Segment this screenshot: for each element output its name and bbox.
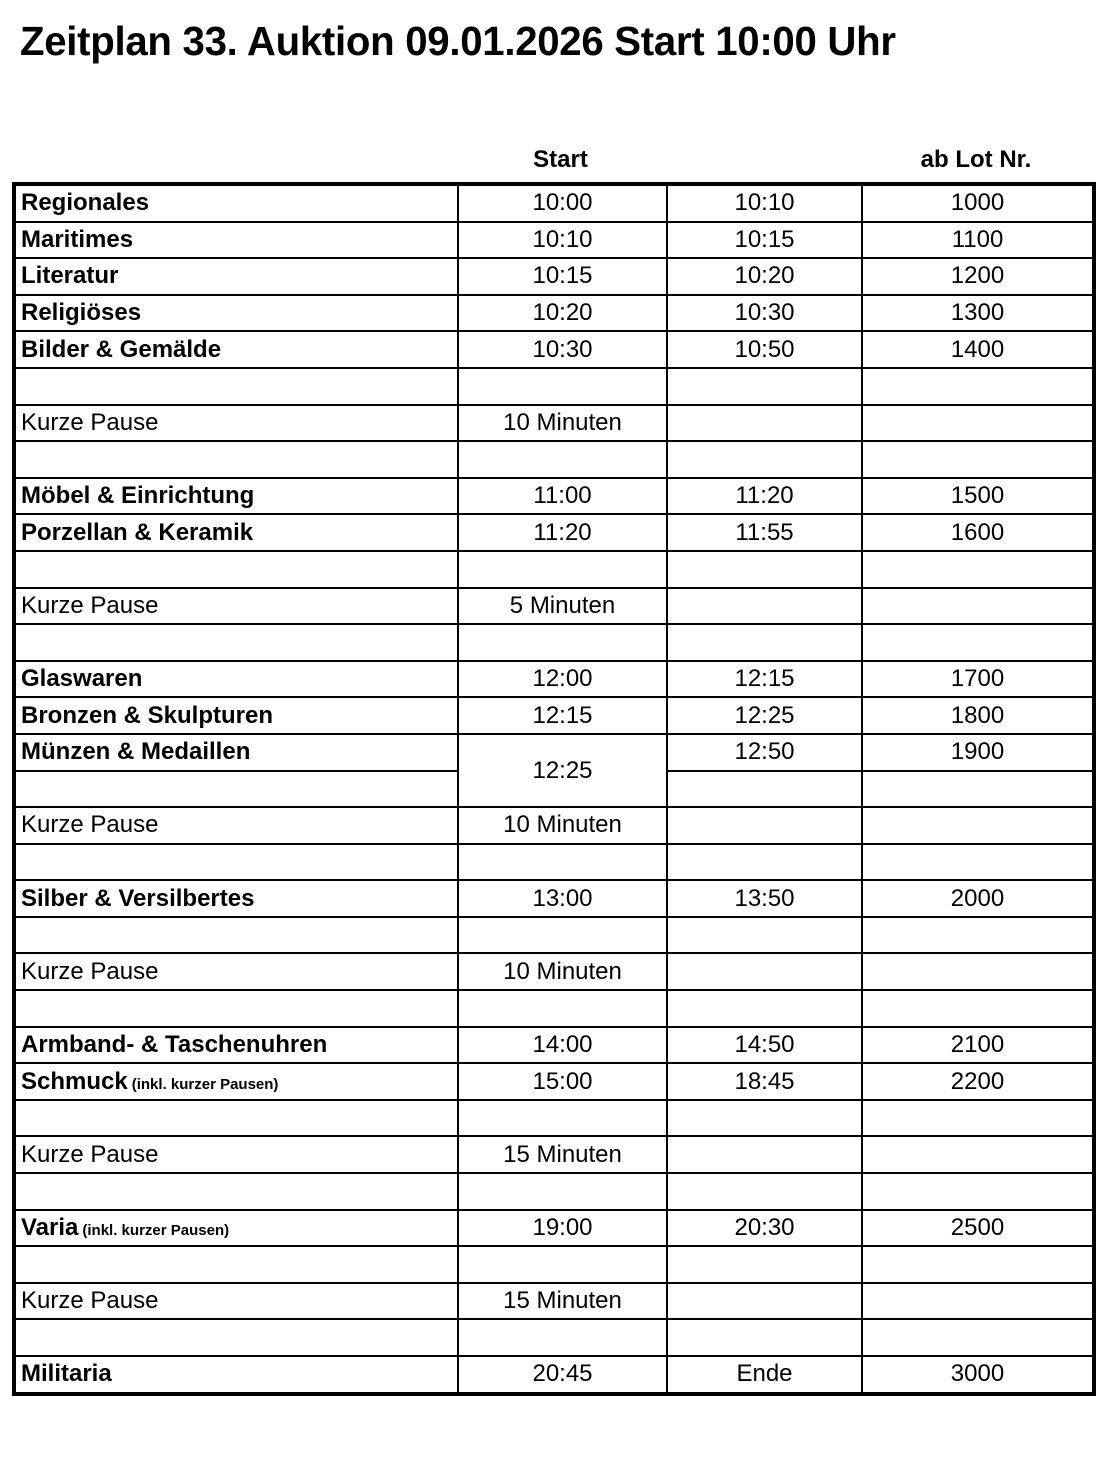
- empty-cell: [667, 917, 862, 954]
- category-name-cell: [14, 1027, 458, 1064]
- category-name-cell: [14, 734, 458, 771]
- end-time-cell: Ende: [667, 1356, 862, 1394]
- schedule-row: [14, 1210, 1094, 1247]
- empty-cell: [667, 588, 862, 625]
- empty-cell: [667, 1319, 862, 1356]
- empty-cell: [862, 441, 1094, 478]
- category-name-cell: [14, 295, 458, 332]
- lot-number-cell: 1100: [862, 222, 1094, 259]
- category-name: Religiöses: [21, 299, 142, 327]
- start-time-cell: 10:30: [458, 331, 667, 368]
- lot-number-cell: 1900: [862, 734, 1094, 771]
- empty-cell: [458, 551, 667, 588]
- category-name-cell: [14, 697, 458, 734]
- empty-cell: [458, 844, 667, 881]
- empty-cell: [862, 588, 1094, 625]
- empty-row: [14, 1246, 1094, 1283]
- lot-number-cell: 2200: [862, 1063, 1094, 1100]
- empty-cell: [667, 441, 862, 478]
- empty-cell: [14, 990, 458, 1027]
- start-time-cell: 14:00: [458, 1027, 667, 1064]
- empty-cell: [862, 1246, 1094, 1283]
- schedule-row: [14, 514, 1094, 551]
- empty-cell: [862, 405, 1094, 442]
- empty-row: [14, 441, 1094, 478]
- schedule-row: [14, 295, 1094, 332]
- category-name: Schmuck: [21, 1067, 128, 1095]
- empty-cell: [458, 1100, 667, 1137]
- category-name: Maritimes: [21, 225, 134, 253]
- category-name-cell: [14, 1210, 458, 1247]
- category-name: Regionales: [21, 189, 150, 217]
- category-name-cell: [14, 1063, 458, 1100]
- start-time-cell: 19:00: [458, 1210, 667, 1247]
- empty-cell: [458, 441, 667, 478]
- start-time-cell: 13:00: [458, 880, 667, 917]
- category-name: Varia: [21, 1213, 79, 1241]
- category-name-cell: [14, 258, 458, 295]
- end-time-cell: 20:30: [667, 1210, 862, 1247]
- empty-cell: [862, 953, 1094, 990]
- category-name-cell: [14, 331, 458, 368]
- start-time-cell: 10:00: [458, 184, 667, 222]
- lot-number-cell: 2000: [862, 880, 1094, 917]
- start-time-cell: 10:15: [458, 258, 667, 295]
- empty-cell: [862, 917, 1094, 954]
- empty-cell: [667, 551, 862, 588]
- category-name: Porzellan & Keramik: [21, 518, 254, 546]
- schedule-row: [14, 734, 1094, 771]
- empty-cell: [14, 771, 458, 808]
- lot-number-cell: 2100: [862, 1027, 1094, 1064]
- empty-row: [14, 990, 1094, 1027]
- end-time-cell: 10:15: [667, 222, 862, 259]
- empty-cell: [458, 368, 667, 405]
- empty-cell: [14, 368, 458, 405]
- empty-row: [14, 551, 1094, 588]
- category-note: (inkl. kurzer Pausen): [131, 1075, 279, 1093]
- pause-label: Kurze Pause: [14, 405, 458, 442]
- schedule-body: [14, 184, 1094, 1394]
- empty-cell: [667, 844, 862, 881]
- end-time-cell: 13:50: [667, 880, 862, 917]
- empty-row: [14, 1173, 1094, 1210]
- pause-duration: 10 Minuten: [458, 807, 667, 844]
- start-time-cell: 12:25: [458, 734, 667, 807]
- start-time-cell: 12:15: [458, 697, 667, 734]
- empty-cell: [862, 1173, 1094, 1210]
- empty-cell: [667, 1136, 862, 1173]
- start-time-cell: 11:00: [458, 478, 667, 515]
- pause-row: [14, 405, 1094, 442]
- empty-cell: [667, 990, 862, 1027]
- schedule-row: [14, 697, 1094, 734]
- lot-number-cell: 1600: [862, 514, 1094, 551]
- category-name-cell: [14, 478, 458, 515]
- empty-cell: [14, 1319, 458, 1356]
- end-time-cell: 12:50: [667, 734, 862, 771]
- empty-cell: [458, 1246, 667, 1283]
- empty-cell: [862, 368, 1094, 405]
- category-name-cell: [14, 514, 458, 551]
- category-name: Militaria: [21, 1360, 112, 1388]
- lot-number-cell: 1000: [862, 184, 1094, 222]
- empty-cell: [667, 1173, 862, 1210]
- empty-cell: [862, 1100, 1094, 1137]
- end-time-cell: 12:25: [667, 697, 862, 734]
- category-name-cell: [14, 184, 458, 222]
- schedule-row: [14, 184, 1094, 222]
- schedule-row: [14, 258, 1094, 295]
- empty-cell: [667, 1100, 862, 1137]
- empty-cell: [14, 917, 458, 954]
- empty-cell: [862, 1136, 1094, 1173]
- pause-row: [14, 588, 1094, 625]
- pause-duration: 10 Minuten: [458, 953, 667, 990]
- empty-cell: [14, 551, 458, 588]
- empty-row: [14, 1100, 1094, 1137]
- pause-label: Kurze Pause: [14, 1136, 458, 1173]
- empty-cell: [667, 1283, 862, 1320]
- category-name: Möbel & Einrichtung: [21, 482, 255, 510]
- start-time-cell: 15:00: [458, 1063, 667, 1100]
- end-time-cell: 14:50: [667, 1027, 862, 1064]
- end-time-cell: 10:30: [667, 295, 862, 332]
- pause-label: Kurze Pause: [14, 807, 458, 844]
- pause-duration: 15 Minuten: [458, 1136, 667, 1173]
- schedule-row: [14, 1027, 1094, 1064]
- empty-row: [14, 624, 1094, 661]
- empty-cell: [14, 1173, 458, 1210]
- empty-cell: [667, 807, 862, 844]
- empty-cell: [667, 368, 862, 405]
- empty-cell: [667, 771, 862, 808]
- empty-row: [14, 1319, 1094, 1356]
- empty-cell: [14, 1246, 458, 1283]
- empty-cell: [667, 405, 862, 442]
- pause-label: Kurze Pause: [14, 953, 458, 990]
- pause-label: Kurze Pause: [14, 588, 458, 625]
- pause-row: [14, 807, 1094, 844]
- column-header-start: Start: [533, 146, 588, 173]
- category-name: Glaswaren: [21, 665, 143, 693]
- schedule-table: [12, 182, 1096, 1396]
- end-time-cell: 18:45: [667, 1063, 862, 1100]
- empty-cell: [458, 624, 667, 661]
- page-title: Zeitplan 33. Auktion 09.01.2026 Start 10:00 Uhr: [20, 18, 896, 64]
- start-time-cell: 10:10: [458, 222, 667, 259]
- category-note: (inkl. kurzer Pausen): [82, 1221, 230, 1239]
- category-name: Literatur: [21, 262, 119, 290]
- schedule-row: [14, 880, 1094, 917]
- lot-number-cell: 3000: [862, 1356, 1094, 1394]
- category-name-cell: [14, 661, 458, 698]
- category-name: Bronzen & Skulpturen: [21, 701, 274, 729]
- end-time-cell: 11:55: [667, 514, 862, 551]
- empty-row: [14, 917, 1094, 954]
- schedule-row: [14, 478, 1094, 515]
- category-name: Silber & Versilbertes: [21, 884, 255, 912]
- schedule-row: [14, 331, 1094, 368]
- category-name: Münzen & Medaillen: [21, 738, 251, 766]
- lot-number-cell: 1200: [862, 258, 1094, 295]
- end-time-cell: 10:50: [667, 331, 862, 368]
- empty-cell: [667, 1246, 862, 1283]
- empty-cell: [862, 1319, 1094, 1356]
- lot-number-cell: 1400: [862, 331, 1094, 368]
- end-time-cell: 10:20: [667, 258, 862, 295]
- empty-cell: [458, 917, 667, 954]
- empty-cell: [667, 624, 862, 661]
- column-header-lot: ab Lot Nr.: [920, 146, 1032, 173]
- empty-cell: [458, 1319, 667, 1356]
- pause-duration: 10 Minuten: [458, 405, 667, 442]
- schedule-row: [14, 661, 1094, 698]
- empty-cell: [458, 990, 667, 1027]
- start-time-cell: 10:20: [458, 295, 667, 332]
- pause-label: Kurze Pause: [14, 1283, 458, 1320]
- empty-cell: [458, 1173, 667, 1210]
- empty-row: [14, 368, 1094, 405]
- start-time-cell: 20:45: [458, 1356, 667, 1394]
- category-name-cell: [14, 1356, 458, 1394]
- category-name-cell: [14, 880, 458, 917]
- empty-cell: [862, 990, 1094, 1027]
- schedule-row: [14, 1356, 1094, 1394]
- start-time-cell: 11:20: [458, 514, 667, 551]
- empty-cell: [14, 441, 458, 478]
- lot-number-cell: 1500: [862, 478, 1094, 515]
- empty-cell: [14, 624, 458, 661]
- pause-row: [14, 1136, 1094, 1173]
- start-time-cell: 12:00: [458, 661, 667, 698]
- end-time-cell: 12:15: [667, 661, 862, 698]
- lot-number-cell: 1700: [862, 661, 1094, 698]
- empty-cell: [862, 844, 1094, 881]
- empty-cell: [14, 1100, 458, 1137]
- category-name-cell: [14, 222, 458, 259]
- empty-cell: [862, 771, 1094, 808]
- lot-number-cell: 1300: [862, 295, 1094, 332]
- category-name: Armband- & Taschenuhren: [21, 1030, 328, 1058]
- empty-row: [14, 844, 1094, 881]
- empty-cell: [862, 551, 1094, 588]
- pause-duration: 5 Minuten: [458, 588, 667, 625]
- lot-number-cell: 2500: [862, 1210, 1094, 1247]
- empty-cell: [667, 953, 862, 990]
- empty-cell: [862, 624, 1094, 661]
- category-name: Bilder & Gemälde: [21, 335, 222, 363]
- empty-cell: [862, 807, 1094, 844]
- empty-cell: [14, 844, 458, 881]
- end-time-cell: 11:20: [667, 478, 862, 515]
- empty-cell: [862, 1283, 1094, 1320]
- end-time-cell: 10:10: [667, 184, 862, 222]
- schedule-row: [14, 1063, 1094, 1100]
- pause-duration: 15 Minuten: [458, 1283, 667, 1320]
- pause-row: [14, 953, 1094, 990]
- lot-number-cell: 1800: [862, 697, 1094, 734]
- pause-row: [14, 1283, 1094, 1320]
- schedule-row: [14, 222, 1094, 259]
